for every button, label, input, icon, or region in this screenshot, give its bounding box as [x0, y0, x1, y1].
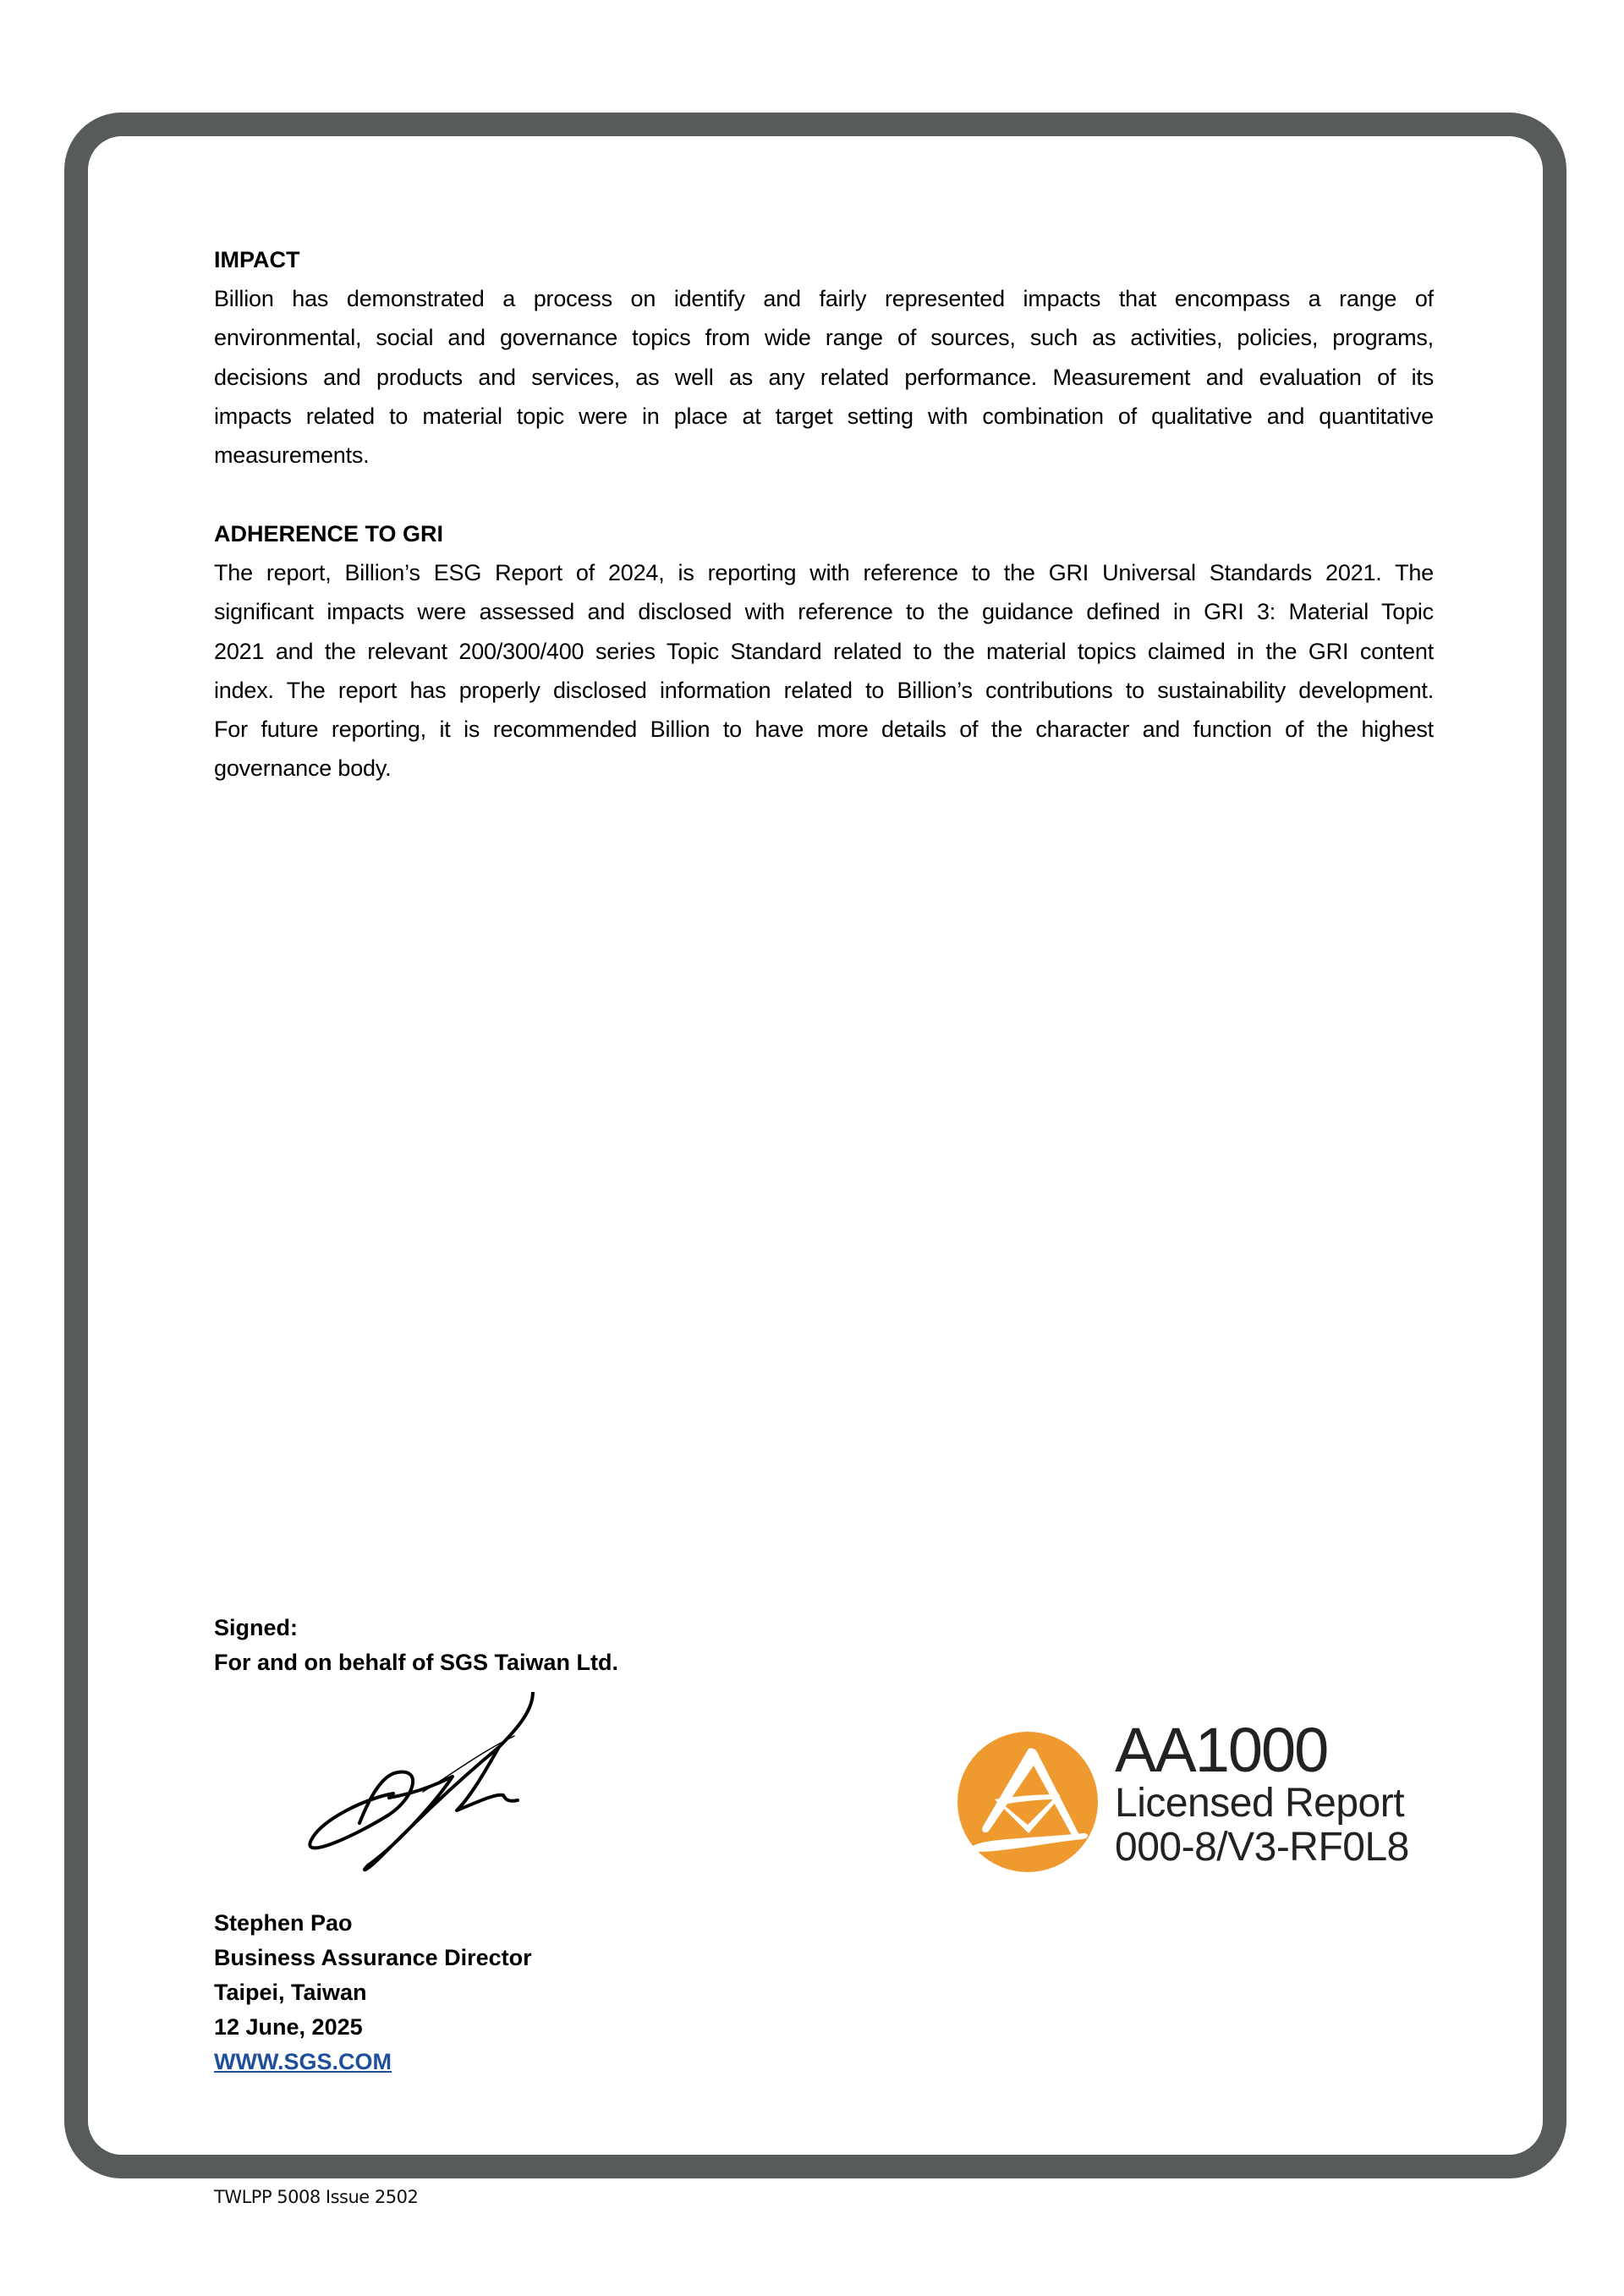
gri-line: 2021 and the relevant 200/300/400 series Topic Standard related to the material topics claimed in the GRI content	[214, 638, 1434, 664]
aa1000-title: AA1000	[1115, 1715, 1328, 1785]
gri-line: significant impacts were assessed and disclosed with reference to the guidance defined in GRI 3: Material Topic	[214, 599, 1434, 625]
on-behalf-text: For and on behalf of SGS Taiwan Ltd.	[214, 1650, 618, 1675]
aa1000-subtitle: Licensed Report	[1115, 1781, 1405, 1826]
impact-section	[214, 240, 1434, 475]
signing-date: 12 June, 2025	[214, 2014, 363, 2040]
impact-line: impacts related to material topic were in place at target setting with combination of qualitative and quantitative	[214, 403, 1434, 429]
signer-block	[214, 1906, 1434, 2079]
impact-line: Billion has demonstrated a process on identify and fairly represented impacts that encompass a range of	[214, 286, 1434, 311]
impact-line: measurements.	[214, 442, 370, 469]
impact-heading: IMPACT	[214, 247, 300, 272]
gri-paragraph	[214, 553, 1434, 788]
aa1000-license-block	[1115, 1715, 1409, 1870]
signer-location: Taipei, Taiwan	[214, 1980, 367, 2005]
signature-image	[288, 1692, 575, 1887]
impact-line: environmental, social and governance topics from wide range of sources, such as activities, policies, programs,	[214, 325, 1434, 351]
signed-label: Signed:	[214, 1615, 298, 1640]
gri-heading: ADHERENCE TO GRI	[214, 521, 444, 547]
signer-name: Stephen Pao	[214, 1910, 353, 1936]
gri-section	[214, 514, 1434, 788]
aa1000-license-number: 000-8/V3-RF0L8	[1115, 1825, 1409, 1870]
signer-title: Business Assurance Director	[214, 1945, 532, 1970]
gri-line: For future reporting, it is recommended Billion to have more details of the character and function of the highest	[214, 717, 1434, 743]
impact-line: decisions and products and services, as well as any related performance. Measurement and evaluation of its	[214, 364, 1434, 390]
gri-line: The report, Billion’s ESG Report of 2024, is reporting with reference to the GRI Universal Standards 2021. The	[214, 560, 1434, 585]
aa1000-logo-icon	[956, 1730, 1100, 1874]
impact-paragraph	[214, 279, 1434, 475]
document-code-footer: TWLPP 5008 Issue 2502	[214, 2187, 419, 2207]
gri-line: governance body.	[214, 755, 392, 782]
gri-line: index. The report has properly disclosed information related to Billion’s contributions to sustainability development.	[214, 677, 1434, 703]
sgs-website-link[interactable]: WWW.SGS.COM	[214, 2049, 392, 2074]
signed-block	[214, 1611, 1434, 1680]
